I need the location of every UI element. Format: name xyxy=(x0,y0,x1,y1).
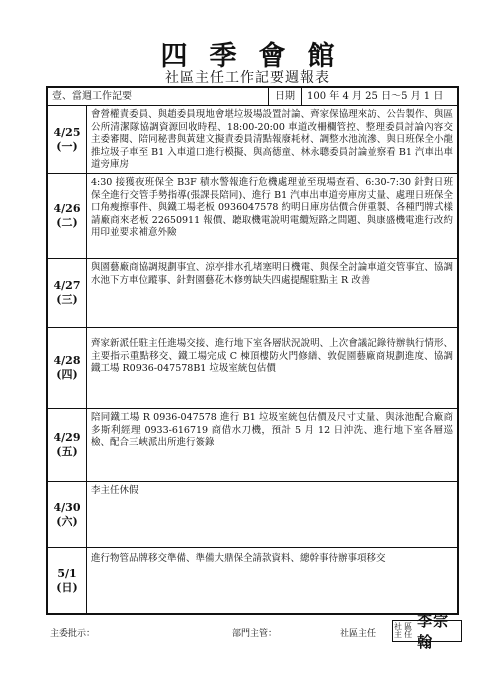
day-cell xyxy=(48,409,87,481)
table-row xyxy=(48,174,457,259)
community-manager-label: 社區主任 xyxy=(340,629,377,639)
stamp-char: 區 xyxy=(404,621,413,631)
name-stamp xyxy=(392,612,462,651)
date-label: 日期 xyxy=(269,88,302,105)
day-cell xyxy=(48,106,87,173)
entry-text: 會營權責委員、與趙委員現地會堪垃圾場設置討論、齊家保協理來訪、公告製作、與區公所清潔隊協調資源回收時程、18:00-20:00 車道改柵欄管控、整理委員討論內容交主委審閱、陪同秘書與黃建文擬責委員清點報廢耗材、調整水池流滲、與日班保全小龍推垃圾子車至 B1 入車道口進行模擬、與高德童、林永聰委員討論並察看 B1 汽車出車道旁庫房 xyxy=(91,109,453,171)
day-cell xyxy=(48,482,87,547)
table-row xyxy=(48,106,457,174)
report-table xyxy=(46,86,459,615)
signature-footer xyxy=(46,612,459,651)
day-weekday: (日) xyxy=(56,580,78,594)
table-row xyxy=(48,409,457,482)
department-supervisor-label: 部門主管： xyxy=(232,629,278,639)
day-weekday: (四) xyxy=(56,368,78,381)
report-subtitle xyxy=(0,67,495,87)
entry-text: 與園藝廠商協調規劃事宜、涼亭排水孔堵塞明日機電、與保全討論車道交管事宜、協調水池下方車位蹤事、針對園藝花木修剪缺失四處提醒駐點主 R 改善 xyxy=(91,262,453,286)
day-date: 4/28 xyxy=(53,354,81,367)
stamp-name: 李宗翰 xyxy=(417,612,450,651)
entry-text: 李主任休假 xyxy=(91,485,139,496)
day-cell xyxy=(48,259,87,327)
table-row xyxy=(48,482,457,548)
entry-text: 進行物管品牌移交準備、準備大鼎保全請款資料、總幹事待辦事項移交 xyxy=(91,553,386,564)
subtitle-text: 社區主任工作記要週報表 xyxy=(165,70,330,86)
day-cell xyxy=(48,548,87,613)
page-title: 四季會館 xyxy=(160,41,357,72)
day-weekday: (三) xyxy=(56,293,78,306)
day-date: 4/26 xyxy=(53,202,81,215)
day-weekday: (二) xyxy=(56,216,78,229)
table-row xyxy=(48,259,457,328)
table-header-row xyxy=(48,88,457,106)
stamp-char: 主 xyxy=(394,630,403,639)
entry-text: 4:30 接獲夜班保全 B3F 積水警報進行危機處理並至現場查看、6:30-7:30 針對日班保全進行交管手勢指導(張課長陪同)、進行 B1 汽車出車道旁庫房丈量、處理日班保全口角瘦擦事件、與鐵工場老板 0936047578 約明日庫房估價合併重製、各種門牌式樣請廠商來老板 22650911 報價、聽取機電說明電纜短路之問題、與康盛機電進行改約用印並要求補意外險 xyxy=(91,177,453,239)
day-date: 4/29 xyxy=(53,431,81,444)
section-heading: 壹、當週工作記要 xyxy=(48,88,269,105)
stamp-char: 任 xyxy=(404,630,413,639)
table-row xyxy=(48,328,457,409)
entry-text: 陪同鐵工場 R 0936-047578 進行 B1 垃圾室統包估價及尺寸丈量、與泳池配合廠商多斯利經理 0933-616719 商借水刀機，預計 5 月 12 日沖洗、進行地下室各層巡檢、配合三峽派出所進行簽錄 xyxy=(91,412,453,449)
day-date: 4/30 xyxy=(53,500,81,514)
day-date: 4/27 xyxy=(53,279,81,292)
day-weekday: (一) xyxy=(56,139,78,153)
table-row xyxy=(48,548,457,613)
day-weekday: (五) xyxy=(56,445,78,458)
day-date: 4/25 xyxy=(53,125,81,139)
date-range-value: 100 年 4 月 25 日～5 月 1 日 xyxy=(307,91,444,102)
day-cell xyxy=(48,328,87,408)
day-date: 5/1 xyxy=(57,566,77,580)
entry-text: 齊家新派任駐主任進場交接、進行地下室各層狀況說明、上次會議記錄待辦執行情形、主要指示重點移交、鐵工場完成 C 棟頂樓防火門修繕、敦促園藝廠商規劃進度、協調鐵工場 R0936-047578B1 垃圾室統包估價 xyxy=(91,338,453,375)
stamp-char: 社 xyxy=(394,621,403,631)
day-weekday: (六) xyxy=(56,514,78,528)
chair-approval-label: 主委批示： xyxy=(50,629,96,639)
day-cell xyxy=(48,174,87,258)
